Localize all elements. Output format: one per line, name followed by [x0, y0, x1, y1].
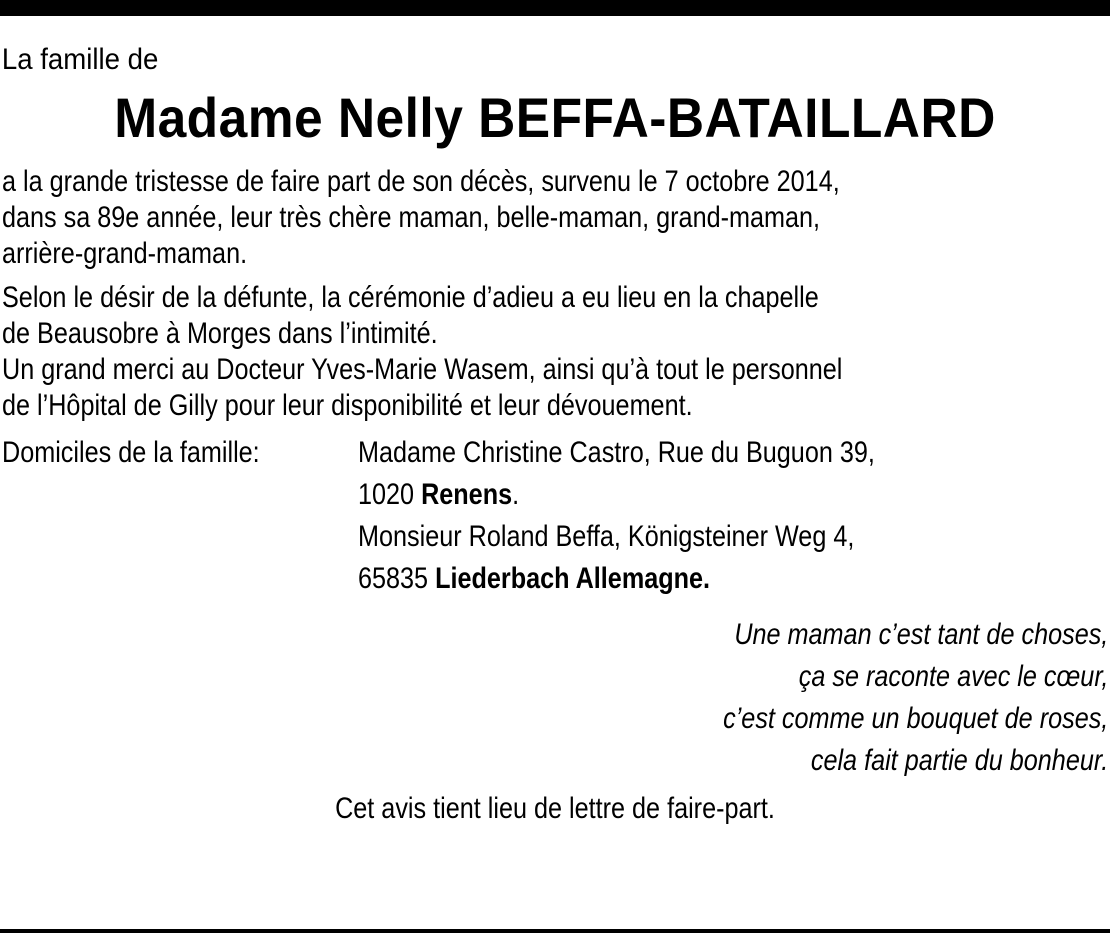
obituary-notice [0, 40, 1110, 830]
address1-postcode: 1020 [358, 478, 415, 511]
address1-line2 [358, 474, 875, 516]
ceremony-line: Selon le désir de la défunte, la cérémonie d’adieu a eu lieu en la chapelle [2, 281, 819, 314]
poem-line: ça se raconte avec le cœur, [798, 660, 1109, 693]
announcement-line: arrière-grand-maman. [2, 237, 248, 270]
ceremony-line: de Beausobre à Morges dans l’intimité. [2, 317, 438, 350]
announcement-paragraph [0, 164, 1110, 272]
thanks-paragraph [0, 352, 1110, 424]
ceremony-paragraph [0, 280, 1110, 352]
poem-line: cela fait partie du bonheur. [810, 744, 1109, 777]
closing-note: Cet avis tient lieu de lettre de faire-part. [335, 792, 775, 825]
thanks-line: de l’Hôpital de Gilly pour leur disponibilité et leur dévouement. [2, 389, 693, 422]
deceased-name: Madame Nelly BEFFA-BATAILLARD [114, 86, 996, 149]
domiciles-label: Domiciles de la famille: [2, 436, 260, 469]
top-border-rule [0, 0, 1110, 16]
address2-postcode: 65835 [358, 562, 429, 595]
address1-line1: Madame Christine Castro, Rue du Buguon 39, [358, 436, 875, 469]
domiciles-addresses [358, 432, 973, 600]
address2-city: Liederbach Allemagne. [435, 562, 711, 595]
address1-suffix: . [512, 478, 520, 511]
address2-line1: Monsieur Roland Beffa, Königsteiner Weg 4, [358, 520, 855, 553]
poem [0, 614, 1110, 782]
address1-city: Renens [421, 478, 513, 511]
address2-line2 [358, 558, 875, 600]
family-domiciles [0, 432, 1110, 602]
poem-line: c’est comme un bouquet de roses, [723, 702, 1109, 735]
announcement-line: dans sa 89e année, leur très chère maman, belle-maman, grand-maman, [2, 201, 821, 234]
announcement-line: a la grande tristesse de faire part de son décès, survenu le 7 octobre 2014, [2, 165, 840, 198]
poem-line: Une maman c’est tant de choses, [734, 618, 1109, 651]
intro-text: La famille de [1, 43, 159, 76]
bottom-border-rule [0, 929, 1110, 933]
thanks-line: Un grand merci au Docteur Yves-Marie Wasem, ainsi qu’à tout le personnel [2, 353, 843, 386]
